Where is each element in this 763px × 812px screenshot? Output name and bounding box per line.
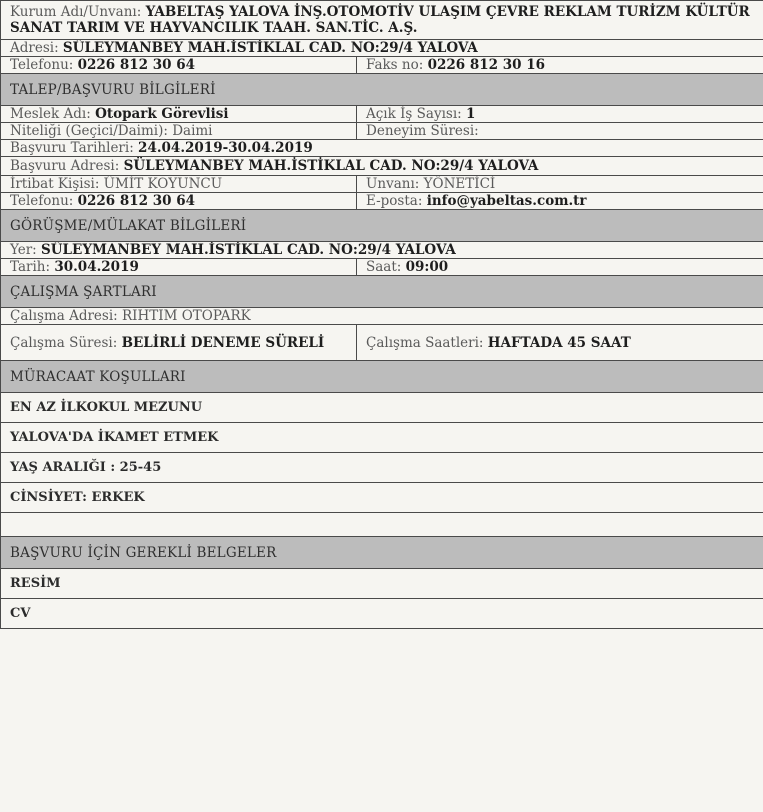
- work-duration-value: BELİRLİ DENEME SÜRELİ: [121, 334, 325, 351]
- apply-address-value: SÜLEYMANBEY MAH.İSTİKLAL CAD. NO:29/4 YALOVA: [123, 158, 539, 174]
- apply-dates-cell: [1, 140, 763, 157]
- open-jobs-label: Açık İş Sayısı:: [366, 106, 466, 122]
- company-phone-value: 0226 812 30 64: [77, 57, 196, 73]
- contact-person-cell: İrtibat Kişisi: ÜMİT KOYUNCU: [1, 176, 357, 193]
- company-fax-value: 0226 812 30 16: [427, 57, 545, 73]
- experience-cell: Deneyim Süresi:: [357, 123, 763, 140]
- contact-phone-cell: [1, 193, 357, 210]
- section-interview-title: GÖRÜŞME/MÜLAKAT BİLGİLERİ: [1, 210, 763, 242]
- work-duration-cell: [1, 325, 357, 361]
- condition-item: YAŞ ARALIĞI : 25-45: [1, 453, 763, 483]
- interview-date-cell: [1, 259, 357, 276]
- company-fax-label: Faks no:: [366, 57, 428, 73]
- open-jobs-value: 1: [465, 106, 476, 122]
- company-name-value: YABELTAŞ YALOVA İNŞ.OTOMOTİV ULAŞIM ÇEVRE REKLAM TURİZM KÜLTÜR SANAT TARIM VE HAYVANCILIK TAAH. SAN.TİC. A.Ş.: [10, 4, 750, 36]
- job-name-cell: [1, 106, 357, 123]
- company-phone-cell: [1, 57, 357, 74]
- company-address-cell: [1, 40, 763, 57]
- document-item: CV: [1, 599, 763, 629]
- work-address-cell: Çalışma Adresi: RIHTIM OTOPARK: [1, 308, 763, 325]
- company-phone-label: Telefonu:: [10, 57, 78, 73]
- contact-phone-label: Telefonu:: [10, 193, 78, 209]
- company-name-cell: [1, 1, 763, 40]
- work-hours-cell: [357, 325, 763, 361]
- blank-row: [1, 513, 763, 537]
- job-name-value: Otopark Görevlisi: [95, 106, 229, 122]
- contact-phone-value: 0226 812 30 64: [77, 193, 196, 209]
- section-request-title: TALEP/BAŞVURU BİLGİLERİ: [1, 74, 763, 106]
- apply-dates-value: 24.04.2019-30.04.2019: [138, 140, 313, 156]
- interview-date-value: 30.04.2019: [54, 259, 139, 275]
- contact-email-label: E-posta:: [366, 193, 427, 209]
- section-work-title: ÇALIŞMA ŞARTLARI: [1, 276, 763, 308]
- contact-title-cell: Unvanı: YÖNETİCİ: [357, 176, 763, 193]
- interview-place-label: Yer:: [10, 242, 42, 258]
- interview-time-value: 09:00: [405, 259, 449, 275]
- section-conditions-title: MÜRACAAT KOŞULLARI: [1, 361, 763, 393]
- company-address-label: Adresi:: [10, 40, 63, 56]
- work-duration-label: Çalışma Süresi:: [10, 334, 122, 351]
- interview-place-cell: [1, 242, 763, 259]
- apply-address-cell: [1, 157, 763, 176]
- work-hours-label: Çalışma Saatleri:: [366, 334, 488, 351]
- interview-time-label: Saat:: [366, 259, 406, 275]
- job-name-label: Meslek Adı:: [10, 106, 96, 122]
- contact-email-cell: [357, 193, 763, 210]
- interview-date-label: Tarih:: [10, 259, 55, 275]
- interview-time-cell: [357, 259, 763, 276]
- condition-item: EN AZ İLKOKUL MEZUNU: [1, 393, 763, 423]
- company-name-label: Kurum Adı/Unvanı:: [10, 4, 146, 20]
- condition-item: CİNSİYET: ERKEK: [1, 483, 763, 513]
- company-address-value: SÜLEYMANBEY MAH.İSTİKLAL CAD. NO:29/4 YALOVA: [62, 40, 478, 56]
- nature-cell: Niteliği (Geçici/Daimi): Daimi: [1, 123, 357, 140]
- apply-address-label: Başvuru Adresi:: [10, 158, 124, 174]
- apply-dates-label: Başvuru Tarihleri:: [10, 140, 139, 156]
- section-documents-title: BAŞVURU İÇİN GEREKLİ BELGELER: [1, 537, 763, 569]
- open-jobs-cell: [357, 106, 763, 123]
- condition-item: YALOVA'DA İKAMET ETMEK: [1, 423, 763, 453]
- work-hours-value: HAFTADA 45 SAAT: [487, 334, 631, 351]
- document-item: RESİM: [1, 569, 763, 599]
- company-fax-cell: [357, 57, 763, 74]
- interview-place-value: SÜLEYMANBEY MAH.İSTİKLAL CAD. NO:29/4 YALOVA: [41, 242, 456, 258]
- contact-email-value: info@yabeltas.com.tr: [426, 193, 587, 209]
